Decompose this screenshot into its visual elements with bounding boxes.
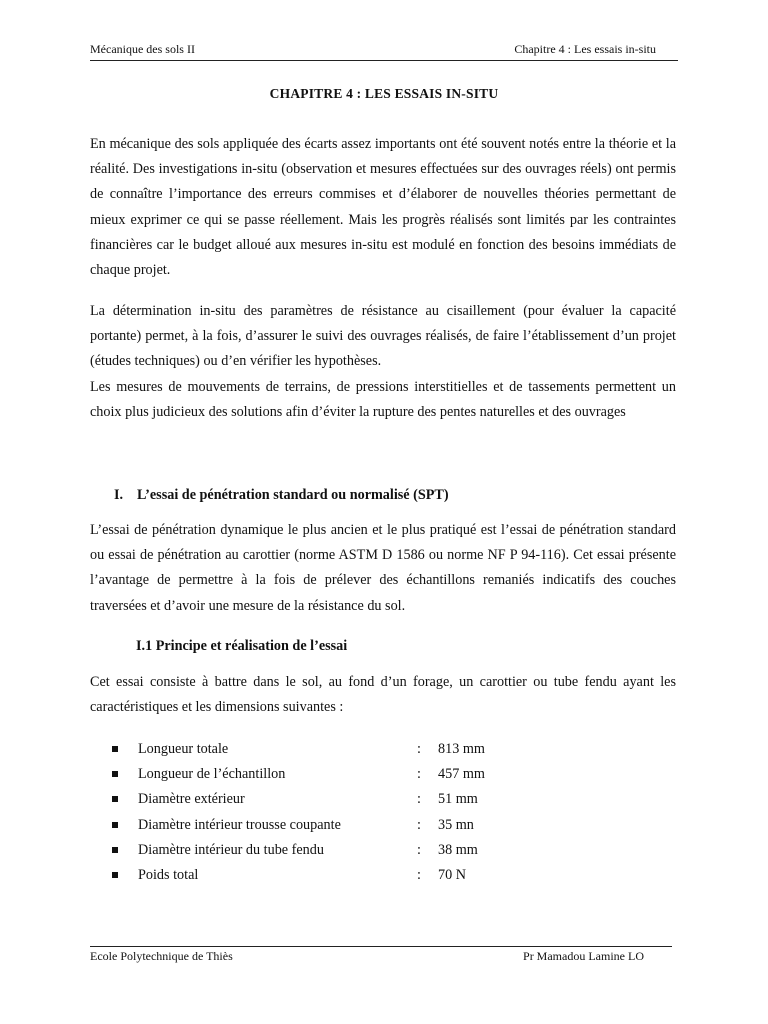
list-item [112,787,672,812]
spec-value: 70 N [438,866,466,883]
spec-value: 813 mm [438,741,485,757]
header-course-title: Mécanique des sols II [90,42,195,56]
spec-value: 51 mm [438,791,478,808]
list-item [112,838,672,863]
footer-divider [90,946,672,947]
spec-colon: : [417,816,421,833]
spec-colon: : [417,791,421,808]
square-bullet-icon [112,796,118,802]
list-item [112,762,672,787]
paragraph-shear-strength: La détermination in-situ des paramètres de résistance au cisaillement (pour évaluer la capacité portante) permet, à la fois, d’assurer le suivi des ouvrages réalisés, de faire l’établissement d’un projet (études techniques) ou d’en vérifier les hypothèses. [90,303,676,370]
spec-value: 38 mm [438,841,478,858]
square-bullet-icon [112,847,118,853]
spec-label: Longueur de l’échantillon [138,766,286,783]
spec-label: Diamètre extérieur [138,791,245,808]
spec-label: Poids total [138,866,199,883]
intro-paragraph: En mécanique des sols appliquée des écarts assez importants ont été souvent notés entre la théorie et la réalité. Des investigations in-situ (observation et mesures effectuées sur des ouvrages réels) ont permis de connaître l’importance des erreurs commises et d’élaborer de nouvelles théories permettant de mieux exprimer ce qui se passe réellement. Mais les progrès réalisés sont limités par les contraintes financières car le budget alloué aux mesures in-situ est modulé en fonction des besoins immédiats de chaque projet. [90,136,676,279]
specifications-list [112,737,672,888]
spec-label: Diamètre intérieur du tube fendu [138,841,324,858]
square-bullet-icon [112,872,118,878]
spec-label: Longueur totale [138,741,229,757]
paragraph-ground-movements: Les mesures de mouvements de terrains, de pressions interstitielles et de tassements permettent un choix plus judicieux des solutions afin d’éviter la rupture des pentes naturelles et des ouvrages [90,379,676,421]
section-number: I. [114,487,124,503]
subsection-heading-principle: I.1 Principe et réalisation de l’essai [136,638,348,654]
spec-colon: : [417,741,421,757]
chapter-title: CHAPITRE 4 : LES ESSAIS IN-SITU [269,86,499,101]
spec-value: 35 mn [438,816,474,833]
header-chapter-title: Chapitre 4 : Les essais in-situ [514,42,656,56]
spec-colon: : [417,866,421,883]
spec-colon: : [417,841,421,858]
spec-value: 457 mm [438,766,485,783]
page-header [90,42,678,61]
section-title: L’essai de pénétration standard ou normalisé (SPT) [137,487,449,503]
list-item [112,863,672,888]
section-heading-spt [114,487,449,504]
footer-author: Pr Mamadou Lamine LO [523,949,644,963]
square-bullet-icon [112,771,118,777]
spec-colon: : [417,766,421,783]
paragraph-spt-description: L’essai de pénétration dynamique le plus ancien et le plus pratiqué est l’essai de pénétration standard ou essai de pénétration au carottier (norme ASTM D 1586 ou norme NF P 94-116). Cet essai présente l’avantage de permettre à la fois de prélever des échantillons remaniés indicatifs des couches traversées et d’avoir une mesure de la résistance du sol. [90,522,676,614]
list-item [112,813,672,838]
paragraph-test-procedure: Cet essai consiste à battre dans le sol, au fond d’un forage, un carottier ou tube fendu ayant les caractéristiques et les dimensions suivantes : [90,674,676,716]
footer-institution: Ecole Polytechnique de Thiès [90,949,233,963]
square-bullet-icon [112,822,118,828]
square-bullet-icon [112,746,118,752]
list-item [112,737,672,762]
spec-label: Diamètre intérieur trousse coupante [138,816,341,833]
